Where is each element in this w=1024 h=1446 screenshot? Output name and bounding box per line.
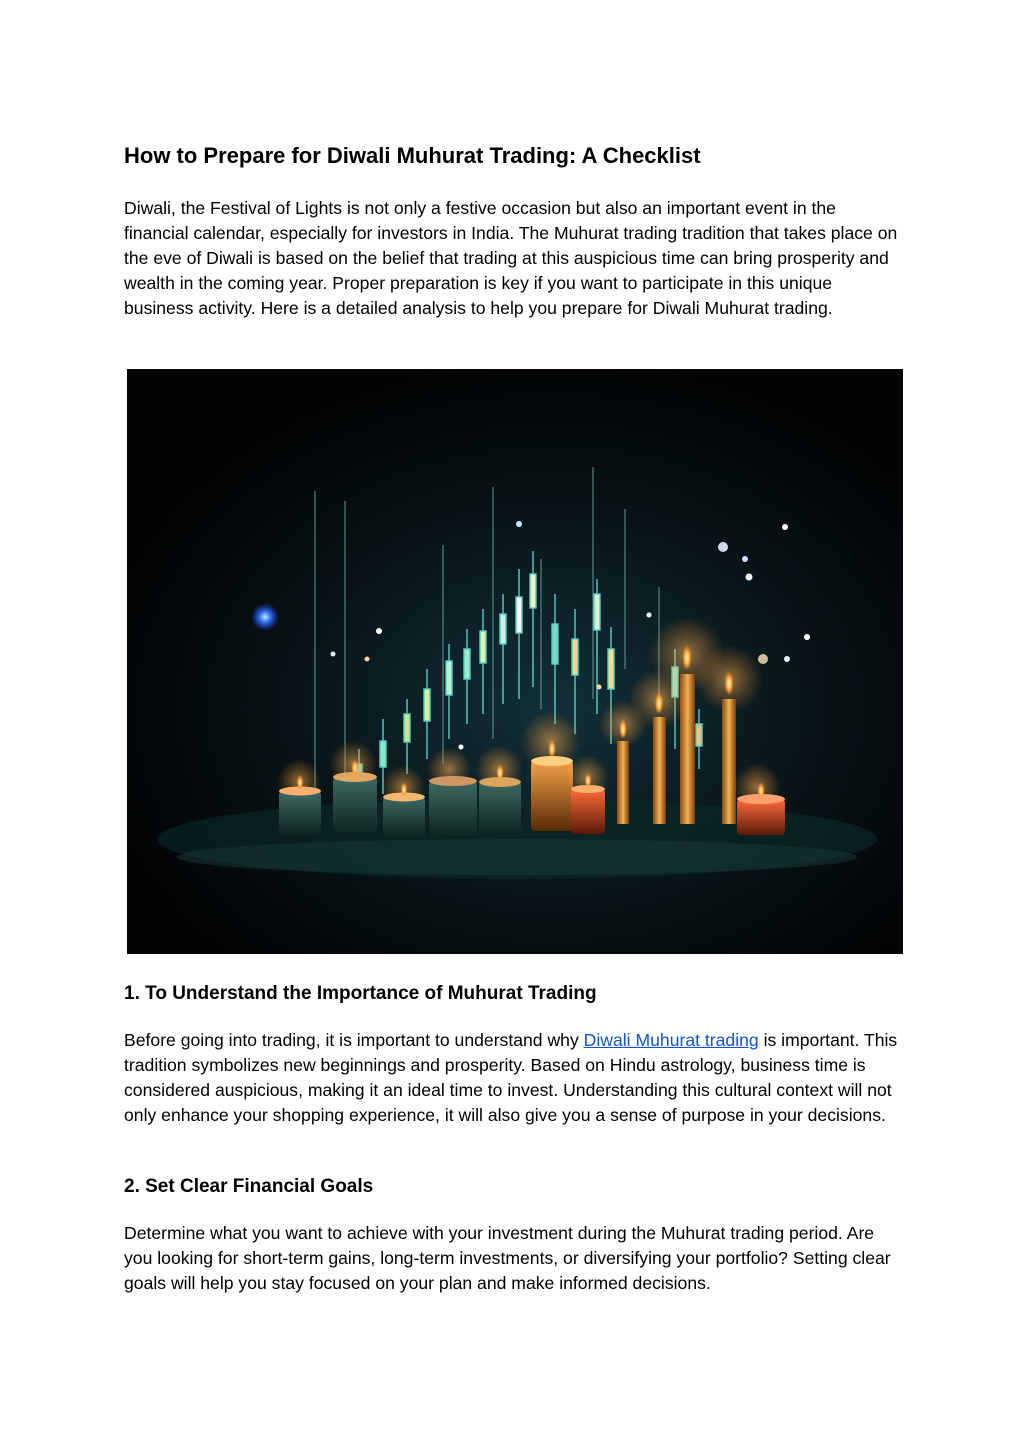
intro-paragraph: Diwali, the Festival of Lights is not only a festive occasion but also an important event in the financial calendar, especially for investors in India. The Muhurat trading tradition that takes place on the eve of Diwali is based on the belief that trading at this auspicious time can bring prosperity and wealth in the coming year. Proper preparation is key if you want to participate in this unique business activity. Here is a detailed analysis to help you prepare for Diwali Muhurat trading. xyxy=(124,198,898,318)
page-title: How to Prepare for Diwali Muhurat Trading: A Checklist xyxy=(124,143,701,168)
section-heading-importance: 1. To Understand the Importance of Muhurat Trading xyxy=(124,983,597,1004)
diwali-muhurat-trading-link[interactable]: Diwali Muhurat trading xyxy=(583,1030,759,1050)
section-heading-goals: 2. Set Clear Financial Goals xyxy=(124,1176,374,1197)
section-paragraph-importance xyxy=(124,1028,904,1128)
candlestick-chart-with-diyas-illustration xyxy=(127,369,903,954)
section-paragraph-goals: Determine what you want to achieve with your investment during the Muhurat trading period. Are you looking for short-term gains, long-term investments, or diversifying your portfolio? Setting clear goals will help you stay focused on your plan and make informed decisions. xyxy=(124,1223,891,1293)
paragraph-text: is important. This tradition symbolizes new beginnings and prosperity. Based on Hindu astrology, business time is considered auspicious, making it an ideal time to invest. Understanding this cultural context will not only enhance your shopping experience, it will also give you a sense of purpose in your decisions. xyxy=(124,1030,898,1125)
paragraph-text: Before going into trading, it is important to understand why xyxy=(124,1030,584,1050)
